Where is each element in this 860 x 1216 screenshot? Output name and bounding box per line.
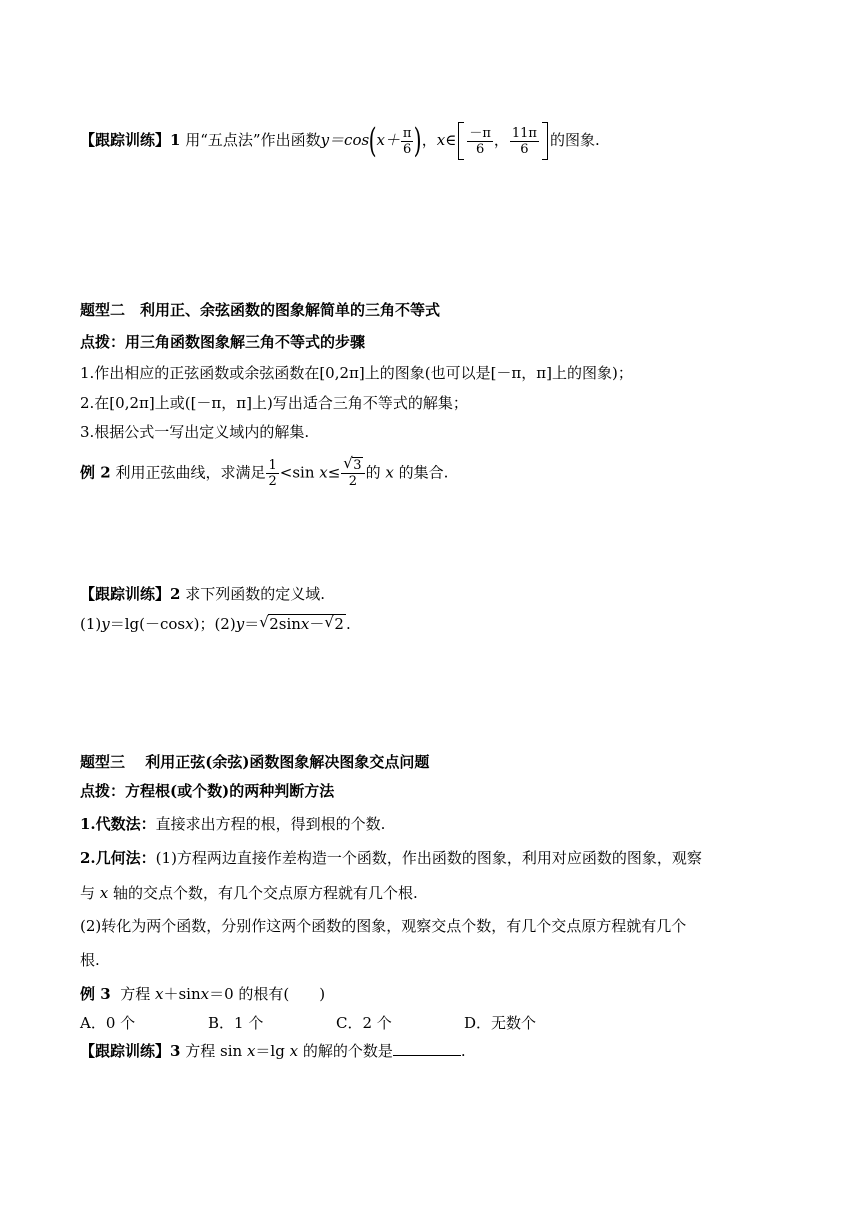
lower-bound: $\frac{-\pi}{6}$: [469, 125, 491, 157]
example-2-tag: 例 2: [80, 463, 111, 482]
answer-blank[interactable]: [393, 1041, 461, 1056]
step-2: 2.在[0,2π]上或([－π，π]上)写出适合三角不等式的解集；: [80, 394, 468, 412]
practice-1-tag: 【跟踪训练】1: [80, 131, 181, 149]
practice-1: 【跟踪训练】1 用“五点法”作出函数y＝cos(x＋ $\frac{\pi}{6}$ )，x∈ $\frac{-\pi}{6}$ ， $\frac{11\pi}{6}$ 的图象.: [80, 121, 600, 161]
method-3: (2)转化为两个函数，分别作这两个函数的图象，观察交点个数，有几个交点原方程就有几个: [80, 917, 687, 935]
section-2-tip: 点拨：用三角函数图象解三角不等式的步骤: [80, 333, 366, 351]
practice-3: 【跟踪训练】3 方程 sin x＝lg x 的解的个数是 .: [80, 1042, 466, 1060]
option-d: D．无数个: [464, 1014, 537, 1032]
practice-3-tag: 【跟踪训练】3: [80, 1042, 181, 1060]
step-3: 3.根据公式一写出定义域内的解集.: [80, 423, 310, 441]
upper-bound: $\frac{11\pi}{6}$: [511, 125, 537, 157]
method-2: 2.几何法：(1)方程两边直接作差构造一个函数，作出函数的图象，利用对应函数的图象，观察: [80, 849, 702, 867]
method-1: 1.代数法：直接求出方程的根，得到根的个数.: [80, 815, 386, 833]
section-2-heading: 题型二 利用正、余弦函数的图象解简单的三角不等式: [80, 301, 441, 319]
example-3-options: [80, 1013, 592, 1033]
option-a: A．0 个: [80, 1014, 136, 1032]
method-2-cont: 与 x 轴的交点个数，有几个交点原方程就有几个根.: [80, 884, 418, 902]
step-1: 1.作出相应的正弦函数或余弦函数在[0,2π]上的图象(也可以是[－π，π]上的图象)；: [80, 364, 633, 382]
root3-over-2: √ $\frac{3}{2}$: [341, 458, 364, 489]
example-3-tag: 例 3: [80, 985, 111, 1003]
example-3: 例 3 方程 x＋sinx＝0 的根有( ): [80, 985, 326, 1003]
one-half: $\frac{1}{2}$: [268, 458, 277, 489]
sqrt-expression: √ 2sinx－√ 2: [259, 614, 346, 634]
pi-over-6: $\frac{\pi}{6}$: [402, 125, 412, 157]
option-b: B．1 个: [208, 1014, 264, 1032]
practice-2: 【跟踪训练】2 求下列函数的定义域.: [80, 585, 326, 603]
section-3-tip: 点拨：方程根(或个数)的两种判断方法: [80, 782, 335, 800]
option-c: C．2 个: [336, 1014, 392, 1032]
practice-2-items: (1)y＝lg(－cosx)；(2)y＝√ 2sinx－√ 2 .: [80, 614, 351, 634]
practice-2-tag: 【跟踪训练】2: [80, 585, 181, 603]
section-3-heading: 题型三 利用正弦(余弦)函数图象解决图象交点问题: [80, 753, 430, 771]
example-2: 例 2 利用正弦曲线，求满足 $\frac{1}{2}$ <sin x≤ √ $\frac{3}{2}$ 的 x 的集合.: [80, 458, 448, 489]
method-3-cont: 根.: [80, 951, 100, 969]
